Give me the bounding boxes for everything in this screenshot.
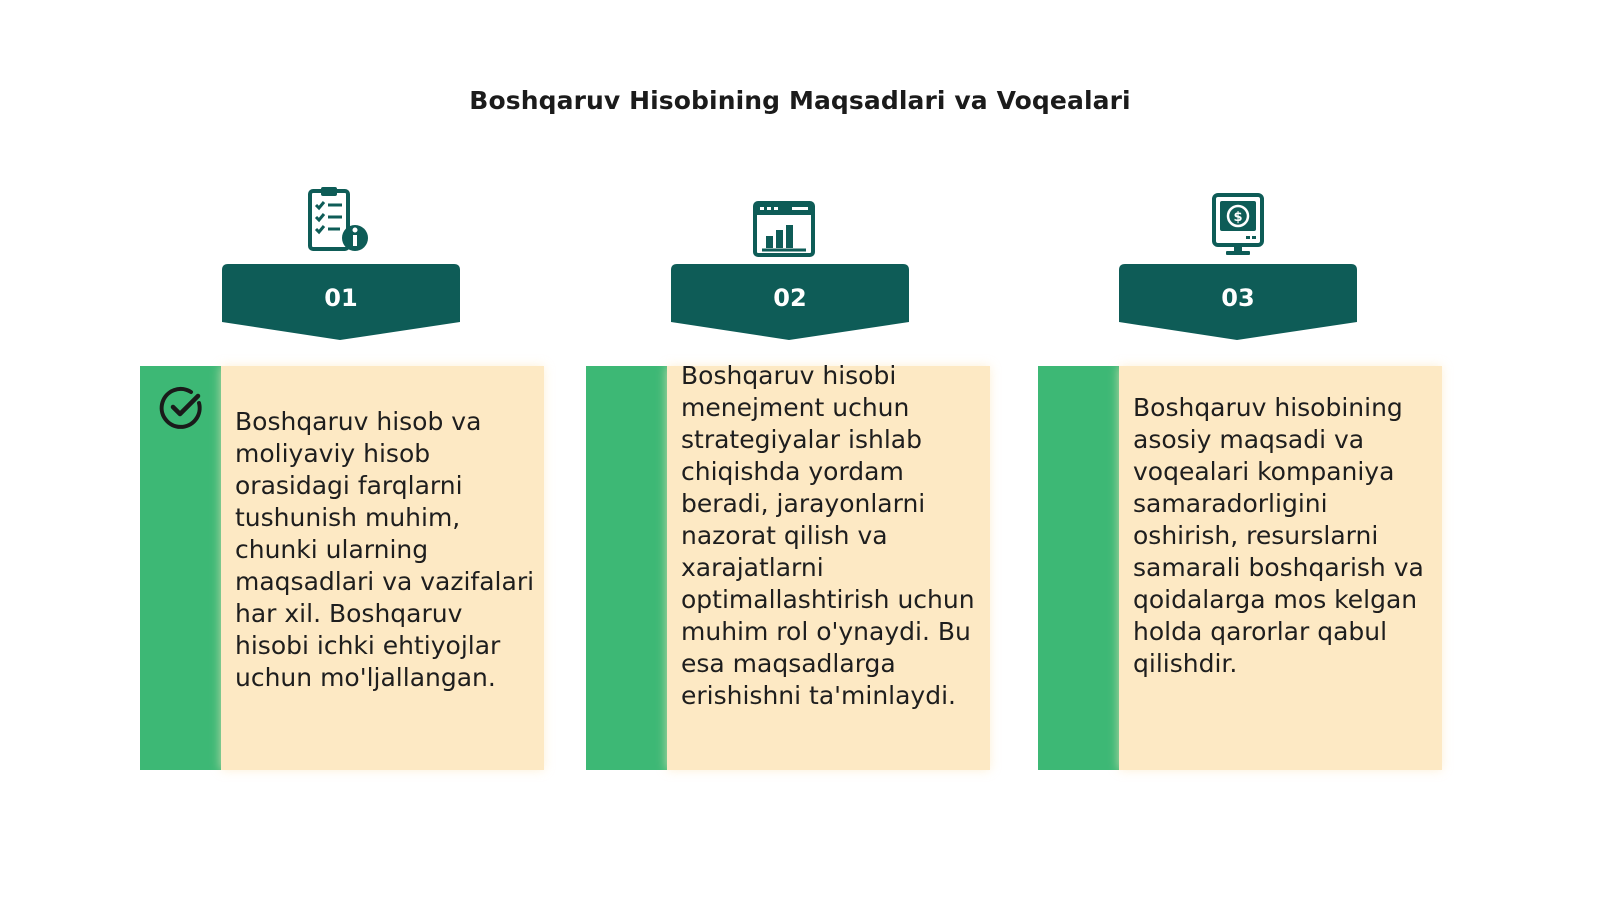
card-strip [140, 366, 221, 770]
step-banner-03 [1115, 264, 1361, 344]
step-card-03 [1038, 366, 1442, 770]
step-description: Boshqaruv hisob va moliyaviy hisob orasidagi farqlarni tushunish muhim, chunki ularning maqsadlari va vazifalari har xil. Boshqaruv hisobi ichki ehtiyojlar uchun mo'ljallangan. [235, 407, 535, 692]
svg-text:$: $ [1233, 210, 1243, 225]
step-card-01 [140, 366, 544, 770]
clipboard-checklist-info-icon [306, 185, 370, 255]
step-banner-02 [667, 264, 913, 344]
step-description: Boshqaruv hisobi menejment uchun strategiyalar ishlab chiqishda yordam beradi, jarayonlarni nazorat qilish va xarajatlarni optimallashtirish uchun muhim rol o'ynaydi. Bu esa maqsadlarga erishishni ta'minlaydi. [681, 361, 975, 710]
step-card-02 [586, 361, 990, 770]
step-description: Boshqaruv hisobining asosiy maqsadi va voqealari kompaniya samaradorligini oshirish, resurslarni samarali boshqarish va qoidalarga mos kelgan holda qarorlar qabul qilishdir. [1133, 393, 1424, 678]
step-number: 02 [773, 284, 807, 312]
dashboard-chart-icon [752, 195, 816, 265]
page-title: Boshqaruv Hisobining Maqsadlari va Voqealari [469, 86, 1131, 115]
step-number: 01 [324, 284, 358, 312]
card-strip [1038, 366, 1119, 770]
step-banner-01 [218, 264, 464, 344]
check-circle-icon [158, 384, 206, 432]
step-number: 03 [1221, 284, 1255, 312]
monitor-dollar-icon [1206, 190, 1270, 260]
card-strip [586, 366, 667, 770]
